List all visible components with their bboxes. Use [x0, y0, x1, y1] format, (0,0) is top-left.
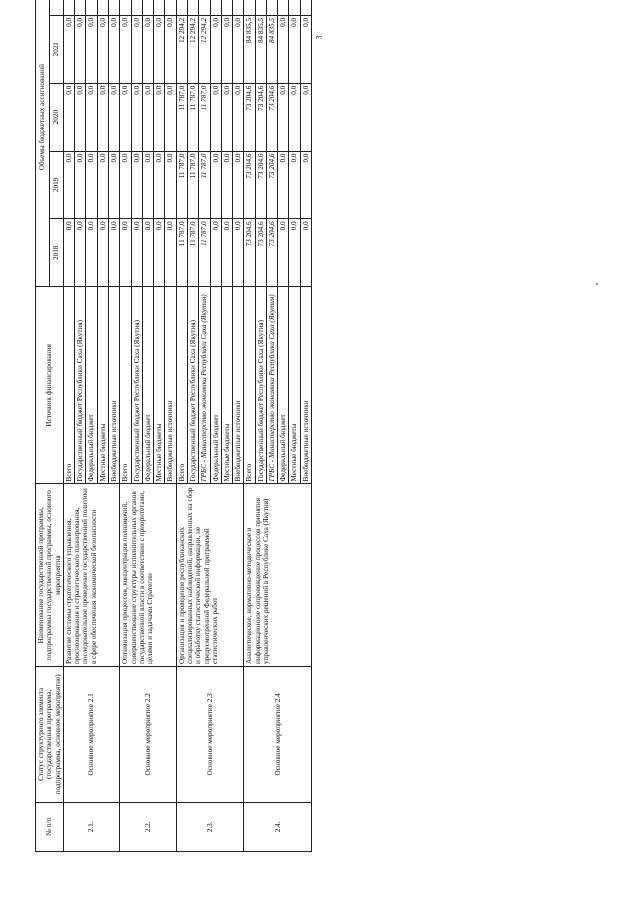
- budget-value: 11 787,0: [199, 83, 210, 151]
- budget-value: 0,0: [154, 83, 165, 151]
- row-number: 2.2.: [120, 802, 176, 851]
- budget-value: 0,0: [289, 219, 300, 287]
- funding-source: Местные бюджеты: [289, 287, 300, 484]
- budget-value: 0,0: [75, 219, 86, 287]
- funding-source: Федеральный бюджет: [142, 287, 153, 484]
- header-year: 2018: [49, 219, 63, 287]
- budget-value: [142, 0, 153, 15]
- budget-value: 0,0: [300, 83, 311, 151]
- funding-source: Внебюджетные источники: [233, 287, 244, 484]
- budget-value: 0,0: [210, 83, 221, 151]
- page-number: 3: [314, 35, 324, 40]
- budget-value: 12 294,2: [176, 15, 187, 83]
- budget-value: 0,0: [75, 83, 86, 151]
- budget-value: 0,0: [120, 219, 131, 287]
- budget-value: 0,0: [86, 15, 97, 83]
- budget-value: 73 204,6: [266, 151, 277, 219]
- budget-value: [221, 0, 232, 15]
- table-row: [63, 0, 74, 852]
- budget-value: 0,0: [210, 219, 221, 287]
- budget-value: 0,0: [165, 83, 176, 151]
- budget-value: 0,0: [108, 151, 119, 219]
- header-volumes: Объемы бюджетных ассигнований: [36, 0, 50, 287]
- budget-value: 0,0: [221, 83, 232, 151]
- header-year: [49, 0, 63, 15]
- header-status: Статус структурного элемента (государственная программа, подпрограмма, основное мероприятие): [36, 667, 64, 803]
- budget-value: 0,0: [131, 219, 142, 287]
- budget-value: [86, 0, 97, 15]
- budget-value: 0,0: [108, 83, 119, 151]
- funding-source: Местные бюджеты: [221, 287, 232, 484]
- budget-value: 84 835,5: [266, 15, 277, 83]
- budget-value: 73 204,6: [244, 83, 255, 151]
- budget-value: 73 204,6: [244, 151, 255, 219]
- funding-source: Всего: [120, 287, 131, 484]
- budget-value: 0,0: [120, 151, 131, 219]
- row-status: Основное мероприятие 2.3: [176, 667, 244, 803]
- funding-source: Внебюджетные источники: [108, 287, 119, 484]
- budget-value: 0,0: [97, 151, 108, 219]
- budget-value: 0,0: [86, 83, 97, 151]
- budget-value: [289, 0, 300, 15]
- funding-source: Местные бюджеты: [97, 287, 108, 484]
- budget-value: 0,0: [120, 15, 131, 83]
- header-year: 2021: [49, 15, 63, 83]
- budget-value: [97, 0, 108, 15]
- budget-value: 0,0: [233, 83, 244, 151]
- rotated-page: [35, 0, 540, 852]
- budget-value: 73 204,6: [244, 219, 255, 287]
- budget-value: 0,0: [97, 15, 108, 83]
- budget-value: 0,0: [289, 151, 300, 219]
- funding-source: Внебюджетные источники: [165, 287, 176, 484]
- budget-value: 0,0: [278, 151, 289, 219]
- budget-value: 0,0: [108, 219, 119, 287]
- row-number: 2.4.: [244, 802, 312, 851]
- budget-value: [300, 0, 311, 15]
- row-activity-name: Оптимизация процессов, концентрация полномочий, совершенствование структуры исполнительных органов государственной власти в соответствии с приоритетами, целями и задачами Стратегии: [120, 484, 176, 667]
- funding-source: Федеральный бюджет: [210, 287, 221, 484]
- funding-source: Всего: [176, 287, 187, 484]
- budget-value: 0,0: [142, 151, 153, 219]
- budget-value: [108, 0, 119, 15]
- funding-source: Государственный бюджет Республики Саха (Якутия): [131, 287, 142, 484]
- funding-source: Всего: [63, 287, 74, 484]
- budget-value: [131, 0, 142, 15]
- budget-value: 0,0: [63, 83, 74, 151]
- budget-value: 0,0: [131, 151, 142, 219]
- budget-value: 0,0: [233, 151, 244, 219]
- budget-value: 73 204,6: [255, 83, 266, 151]
- funding-source: Государственный бюджет Республики Саха (Якутия): [75, 287, 86, 484]
- budget-value: 0,0: [142, 15, 153, 83]
- budget-value: [278, 0, 289, 15]
- budget-value: 0,0: [278, 15, 289, 83]
- funding-source: Местные бюджеты: [154, 287, 165, 484]
- budget-value: 12 294,2: [187, 15, 198, 83]
- funding-source: Государственный бюджет Республики Саха (Якутия): [187, 287, 198, 484]
- budget-value: 84 835,5: [255, 15, 266, 83]
- budget-value: 12 294,2: [199, 15, 210, 83]
- budget-value: 0,0: [154, 151, 165, 219]
- budget-value: 0,0: [278, 219, 289, 287]
- budget-value: 0,0: [131, 83, 142, 151]
- budget-value: [266, 0, 277, 15]
- budget-value: 0,0: [154, 15, 165, 83]
- budget-value: [244, 0, 255, 15]
- row-activity-name: Организация и проведение республиканских специализированных наблюдений, направленных на сбор и обработку статистической информации, не предусмотренной Федеральной программой статистических работ: [176, 484, 244, 667]
- budget-value: 0,0: [154, 219, 165, 287]
- budget-value: 73 204,6: [266, 83, 277, 151]
- header-name: Наименование государственной программы, подпрограммы государственной программы, основного мероприятия: [36, 484, 64, 667]
- budget-value: [199, 0, 210, 15]
- scan-speck: [596, 283, 598, 285]
- row-activity-name: Аналитическое, нормативно-методическое и информационное сопровождение процессов принятия управленческих решений в Республике Саха (Якутия): [244, 484, 312, 667]
- budget-value: 0,0: [278, 83, 289, 151]
- row-status: Основное мероприятие 2.4: [244, 667, 312, 803]
- budget-value: [120, 0, 131, 15]
- budget-value: 0,0: [97, 83, 108, 151]
- header-num: № п/п: [36, 802, 64, 851]
- budget-value: 11 787,0: [187, 219, 198, 287]
- budget-value: 11 787,0: [176, 219, 187, 287]
- table-body: [63, 0, 311, 852]
- budget-value: 0,0: [63, 219, 74, 287]
- budget-value: 0,0: [142, 83, 153, 151]
- row-status: Основное мероприятие 2.1: [63, 667, 119, 803]
- budget-value: 0,0: [165, 15, 176, 83]
- budget-value: 0,0: [108, 15, 119, 83]
- budget-value: 11 787,0: [199, 151, 210, 219]
- budget-value: [255, 0, 266, 15]
- budget-table: [35, 0, 312, 852]
- budget-value: [165, 0, 176, 15]
- funding-source: Государственный бюджет Республики Саха (Якутия): [255, 287, 266, 484]
- budget-value: 73 204,6: [266, 219, 277, 287]
- budget-value: [75, 0, 86, 15]
- funding-source: ГРБС - Министерство экономики Республики Саха (Якутия): [199, 287, 210, 484]
- row-activity-name: Развитие системы стратегического управления, прогнозирования и стратегического планирования, последовательное проведение государственной политики в сфере обеспечения экономической безопасности: [63, 484, 119, 667]
- funding-source: Федеральный бюджет: [86, 287, 97, 484]
- funding-source: Федеральный бюджет: [278, 287, 289, 484]
- budget-value: 0,0: [221, 219, 232, 287]
- budget-value: 0,0: [63, 15, 74, 83]
- budget-value: 0,0: [75, 151, 86, 219]
- budget-value: 0,0: [233, 15, 244, 83]
- budget-value: 11 787,0: [176, 151, 187, 219]
- budget-value: 0,0: [131, 15, 142, 83]
- budget-value: 11 787,0: [187, 83, 198, 151]
- budget-value: 84 835,5: [244, 15, 255, 83]
- budget-value: 0,0: [63, 151, 74, 219]
- budget-value: 73 204,6: [255, 219, 266, 287]
- budget-value: 0,0: [165, 219, 176, 287]
- table-row: [244, 0, 255, 852]
- budget-value: 0,0: [75, 15, 86, 83]
- budget-value: 0,0: [86, 151, 97, 219]
- row-number: 2.3.: [176, 802, 244, 851]
- budget-value: [233, 0, 244, 15]
- budget-value: [154, 0, 165, 15]
- funding-source: ГРБС - Министерство экономики Республики Саха (Якутия): [266, 287, 277, 484]
- budget-value: 0,0: [289, 83, 300, 151]
- table-row: [120, 0, 131, 852]
- budget-value: 0,0: [210, 151, 221, 219]
- budget-value: 73 204,6: [255, 151, 266, 219]
- budget-value: 0,0: [221, 15, 232, 83]
- row-number: 2.1.: [63, 802, 119, 851]
- budget-value: 0,0: [210, 15, 221, 83]
- budget-value: 0,0: [233, 219, 244, 287]
- budget-value: 0,0: [300, 15, 311, 83]
- budget-value: [63, 0, 74, 15]
- row-status: Основное мероприятие 2.2: [120, 667, 176, 803]
- budget-value: 11 787,0: [187, 151, 198, 219]
- funding-source: Всего: [244, 287, 255, 484]
- table-row: [176, 0, 187, 852]
- budget-value: [187, 0, 198, 15]
- budget-value: 0,0: [165, 151, 176, 219]
- budget-value: [176, 0, 187, 15]
- budget-value: 0,0: [97, 219, 108, 287]
- budget-value: 11 787,0: [176, 83, 187, 151]
- budget-value: 0,0: [300, 151, 311, 219]
- header-source: Источник финансирования: [36, 287, 64, 484]
- budget-value: 11 787,0: [199, 219, 210, 287]
- budget-value: 0,0: [86, 219, 97, 287]
- budget-value: 0,0: [221, 151, 232, 219]
- header-year: 2020: [49, 83, 63, 151]
- header-year: 2019: [49, 151, 63, 219]
- budget-value: 0,0: [300, 219, 311, 287]
- budget-value: 0,0: [289, 15, 300, 83]
- budget-value: 0,0: [120, 83, 131, 151]
- funding-source: Внебюджетные источники: [300, 287, 311, 484]
- budget-value: [210, 0, 221, 15]
- budget-value: 0,0: [142, 219, 153, 287]
